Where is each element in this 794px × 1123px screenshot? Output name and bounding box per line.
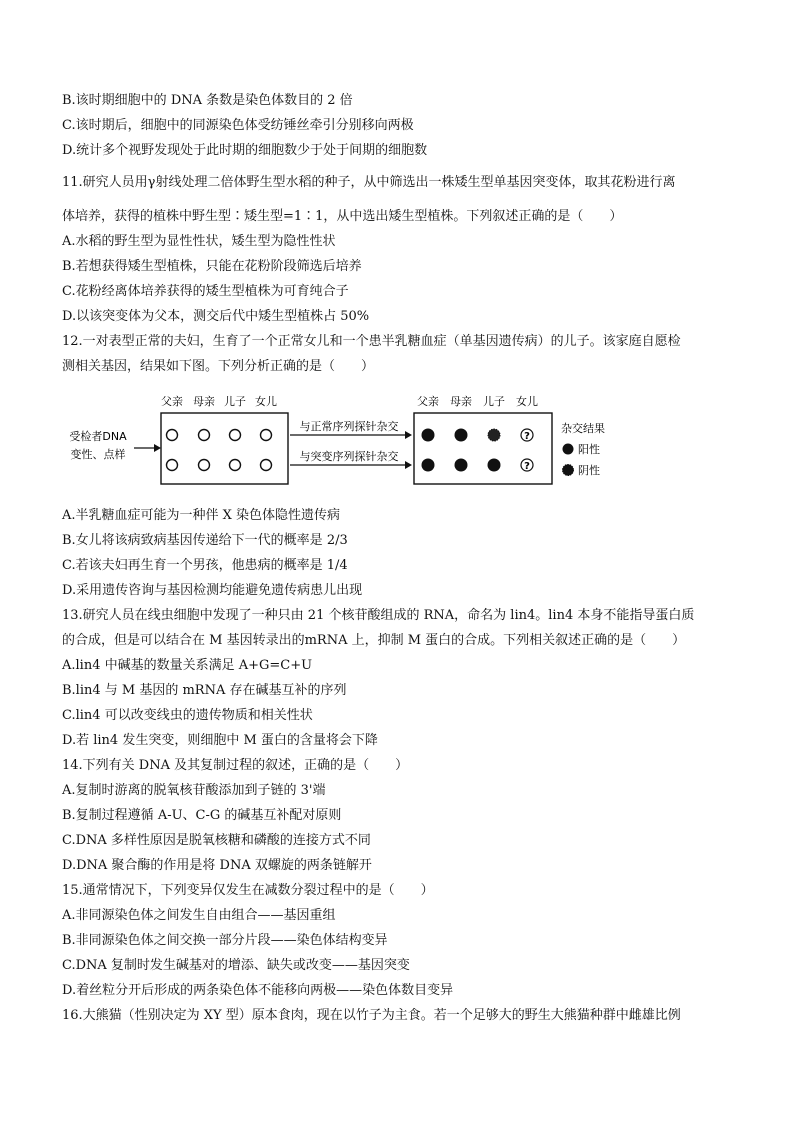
right-header-0: 父亲	[417, 395, 439, 408]
result-dot-positive-r0-c1	[455, 429, 468, 442]
sample-dot-box	[161, 413, 288, 484]
result-dot-positive-r1-c2	[488, 459, 501, 472]
left-header-1: 母亲	[193, 395, 215, 408]
q13-stem-line1: 13.研究人员在线虫细胞中发现了一种只由 21 个核苷酸组成的 RNA，命名为 lin4。lin4 本身不能指导蛋白质	[62, 608, 695, 623]
q11-option-c: C.花粉经离体培养获得的矮生型植株为可育纯合子	[62, 284, 349, 299]
q12-stem-line2: 测相关基因，结果如下图。下列分析正确的是（ ）	[62, 359, 375, 374]
left-box-headers	[161, 394, 277, 408]
q11-option-d: D.以该突变体为父本，测交后代中矮生型植株占 50%	[62, 309, 370, 324]
prev-question-option-c: C.该时期后，细胞中的同源染色体受纺锤丝牵引分别移向两极	[62, 118, 414, 133]
right-header-2: 儿子	[483, 395, 505, 408]
result-dot-positive-r1-c1	[455, 459, 468, 472]
sample-dot-r0-c2	[230, 430, 241, 441]
sample-label-line2: 变性、点样	[70, 448, 126, 461]
q15-option-c: C.DNA 复制时发生碱基对的增添、缺失或改变——基因突变	[62, 958, 410, 973]
q13-option-b: B.lin4 与 M 基因的 mRNA 存在碱基互补的序列	[62, 683, 347, 698]
result-unknown-mark-r0-c3: ?	[524, 431, 530, 442]
legend-negative-dot	[563, 465, 574, 476]
right-box-dots	[422, 429, 534, 473]
legend-positive-label: 阳性	[578, 443, 600, 456]
result-dot-box	[414, 413, 552, 484]
q13-option-a: A.lin4 中碱基的数量关系满足 A+G=C+U	[62, 658, 313, 673]
q15-option-d: D.着丝粒分开后形成的两条染色体不能移向两极——染色体数目变异	[62, 983, 454, 998]
sample-dot-r0-c1	[199, 430, 210, 441]
result-dot-negative-r0-c2	[488, 429, 500, 441]
legend-title: 杂交结果	[561, 422, 605, 435]
right-box-headers	[417, 394, 538, 408]
sample-label-line1: 受检者DNA	[69, 430, 127, 443]
probe-mutant-arrow-head	[405, 461, 412, 469]
q12-option-d: D.采用遗传咨询与基因检测均能避免遗传病患儿出现	[62, 583, 363, 598]
prev-question-option-d: D.统计多个视野发现处于此时期的细胞数少于处于间期的细胞数	[62, 143, 428, 158]
q16-stem-line1: 16.大熊猫（性别决定为 XY 型）原本食肉，现在以竹子为主食。若一个足够大的野生大熊猫种群中雌雄比例	[62, 1008, 681, 1023]
q12-stem-line1: 12.一对表型正常的夫妇，生育了一个正常女儿和一个患半乳糖血症（单基因遗传病）的儿子。该家庭自愿检	[62, 334, 681, 349]
right-header-1: 母亲	[450, 395, 472, 408]
dna-hybridization-figure	[62, 386, 620, 494]
probe-normal-label: 与正常序列探针杂交	[299, 420, 399, 433]
q14-option-a: A.复制时游离的脱氧核苷酸添加到子链的 3'端	[62, 783, 326, 798]
q11-option-b: B.若想获得矮生型植株，只能在花粉阶段筛选后培养	[62, 259, 362, 274]
q14-stem: 14.下列有关 DNA 及其复制过程的叙述，正确的是（ ）	[62, 758, 409, 773]
sample-arrow-head	[154, 444, 161, 452]
q11-option-a: A.水稻的野生型为显性性状，矮生型为隐性性状	[62, 234, 336, 249]
q12-option-b: B.女儿将该病致病基因传递给下一代的概率是 2/3	[62, 533, 348, 548]
q14-option-d: D.DNA 聚合酶的作用是将 DNA 双螺旋的两条链解开	[62, 858, 372, 873]
q15-stem: 15.通常情况下，下列变异仅发生在减数分裂过程中的是（ ）	[62, 883, 434, 898]
legend-positive-dot	[563, 444, 574, 455]
sample-dot-r1-c3	[261, 460, 272, 471]
q14-option-b: B.复制过程遵循 A-U、C-G 的碱基互补配对原则	[62, 808, 342, 823]
probe-mutant-label: 与突变序列探针杂交	[299, 450, 399, 463]
q11-stem-line2: 体培养，获得的植株中野生型∶矮生型=1∶1，从中选出矮生型植株。下列叙述正确的是（ ）	[62, 209, 623, 224]
q12-option-a: A.半乳糖血症可能为一种伴 X 染色体隐性遗传病	[62, 508, 341, 523]
sample-dot-r0-c0	[167, 430, 178, 441]
left-header-2: 儿子	[224, 395, 246, 408]
sample-dot-r1-c0	[167, 460, 178, 471]
q12-option-c: C.若该夫妇再生育一个男孩，他患病的概率是 1/4	[62, 558, 348, 573]
left-box-dots	[167, 430, 272, 471]
q13-option-d: D.若 lin4 发生突变，则细胞中 M 蛋白的含量将会下降	[62, 733, 378, 748]
left-header-3: 女儿	[255, 395, 277, 408]
prev-question-option-b: B.该时期细胞中的 DNA 条数是染色体数目的 2 倍	[62, 93, 353, 108]
legend-negative-label: 阴性	[578, 464, 600, 477]
q13-stem-line2: 的合成，但是可以结合在 M 基因转录出的mRNA 上，抑制 M 蛋白的合成。下列相关叙述正确的是（ ）	[62, 633, 686, 648]
sample-dot-r1-c1	[199, 460, 210, 471]
sample-dot-r0-c3	[261, 430, 272, 441]
sample-dot-r1-c2	[230, 460, 241, 471]
q15-option-b: B.非同源染色体之间交换一部分片段——染色体结构变异	[62, 933, 388, 948]
q14-option-c: C.DNA 多样性原因是脱氧核糖和磷酸的连接方式不同	[62, 833, 371, 848]
result-dot-positive-r1-c0	[422, 459, 435, 472]
q15-option-a: A.非同源染色体之间发生自由组合——基因重组	[62, 908, 336, 923]
result-unknown-mark-r1-c3: ?	[524, 461, 530, 472]
probe-normal-arrow-head	[405, 431, 412, 439]
right-header-3: 女儿	[516, 395, 538, 408]
q13-option-c: C.lin4 可以改变线虫的遗传物质和相关性状	[62, 708, 313, 723]
left-header-0: 父亲	[161, 395, 183, 408]
result-dot-positive-r0-c0	[422, 429, 435, 442]
q11-stem-line1: 11.研究人员用γ射线处理二倍体野生型水稻的种子，从中筛选出一株矮生型单基因突变体，取其花粉进行离	[62, 175, 676, 190]
